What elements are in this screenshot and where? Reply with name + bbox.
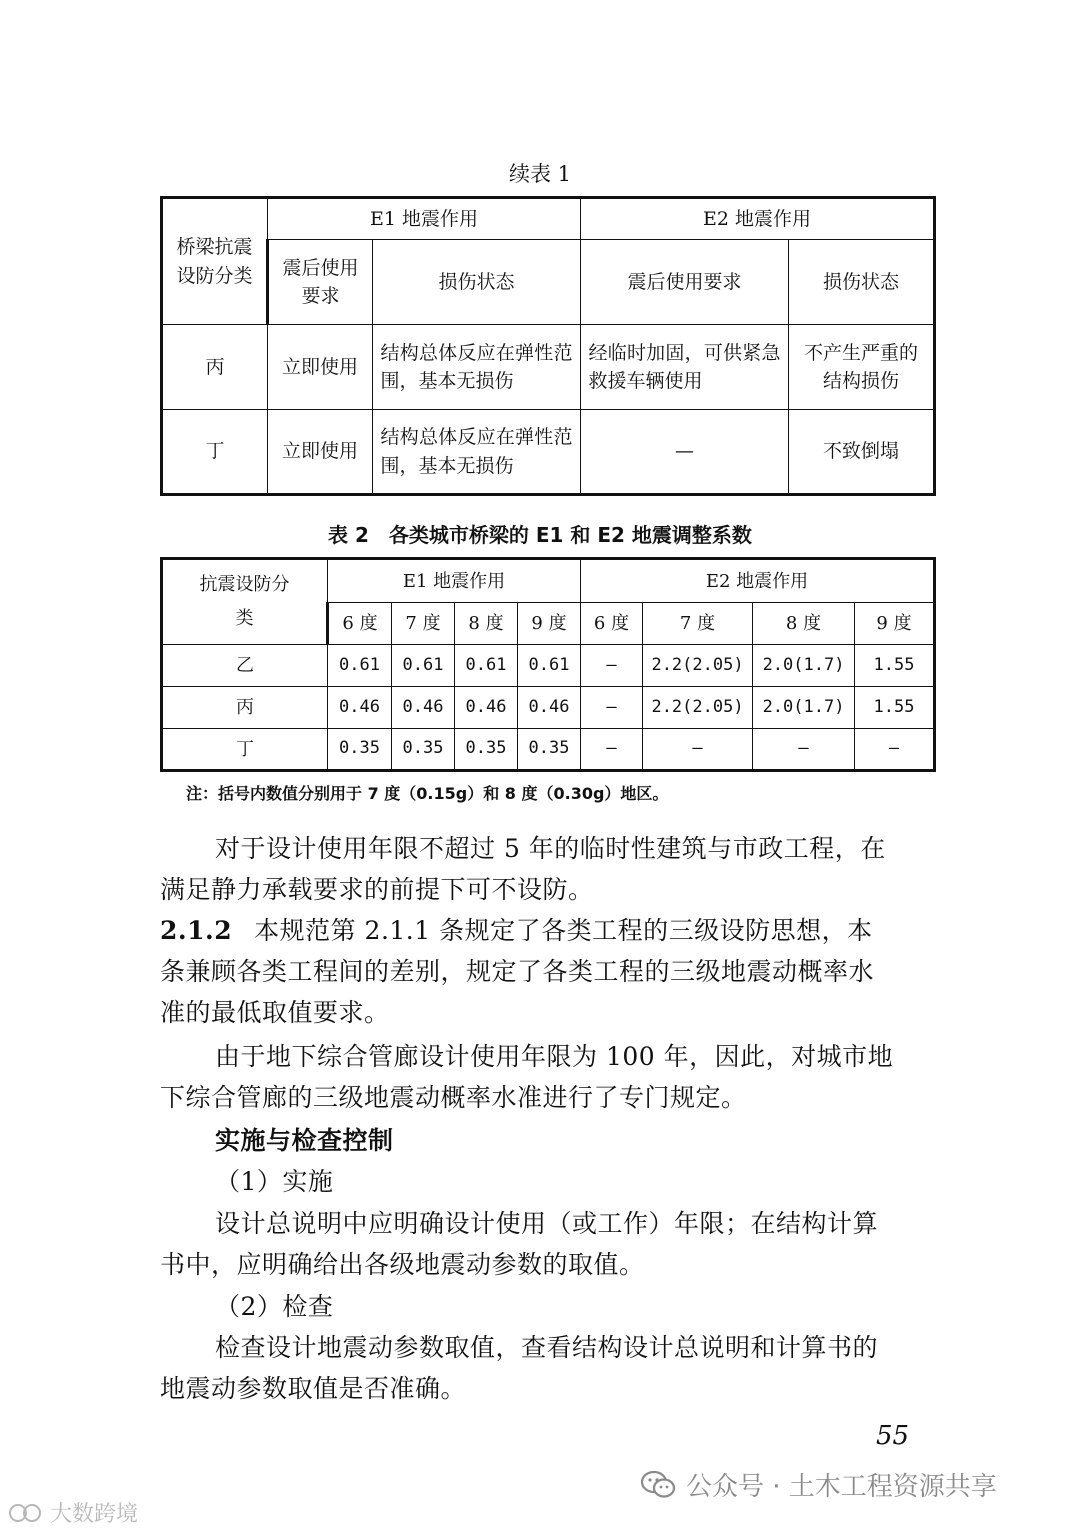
table1-cell-category: 丙 xyxy=(162,325,268,410)
body-line: 对于设计使用年限不超过 5 年的临时性建筑与市政工程，在 xyxy=(215,834,886,863)
table1-caption: 续表 1 xyxy=(508,162,572,186)
body-line: 书中，应明确给出各级地震动参数的取值。 xyxy=(160,1250,645,1279)
table1-cell-e1-damage: 结构总体反应在弹性范围，基本无损伤 xyxy=(373,325,581,410)
table2-header-degree: 6 度 xyxy=(581,603,643,645)
table-row xyxy=(162,410,935,495)
body-line: 准的最低取值要求。 xyxy=(160,998,390,1027)
table2-cell-category: 丁 xyxy=(162,729,328,771)
table2-cell-category: 乙 xyxy=(162,645,328,687)
page-number: 55 xyxy=(876,1421,910,1451)
watermark-left xyxy=(8,1497,138,1528)
table2-cell: 0.35 xyxy=(518,729,581,771)
body-line: 设计总说明中应明确设计使用（或工作）年限；在结构计算 xyxy=(215,1209,879,1238)
section-heading: 实施与检查控制 xyxy=(215,1126,394,1155)
table1-header-e1-damage: 损伤状态 xyxy=(373,240,581,325)
clause-number: 2.1.2 xyxy=(160,916,233,945)
table2-header-degree: 9 度 xyxy=(855,603,935,645)
table2-header-degree: 8 度 xyxy=(753,603,855,645)
table2-cell: 0.46 xyxy=(518,687,581,729)
table1-header-e2: E2 地震作用 xyxy=(581,198,935,240)
table2-header-degree: 9 度 xyxy=(518,603,581,645)
table2-cell: — xyxy=(581,687,643,729)
table2-cell: 0.35 xyxy=(328,729,392,771)
table2-cell: 0.35 xyxy=(392,729,455,771)
table1-header-e2-use: 震后使用要求 xyxy=(581,240,789,325)
body-line: 地震动参数取值是否准确。 xyxy=(160,1374,467,1403)
table1-cell-e1-damage: 结构总体反应在弹性范围，基本无损伤 xyxy=(373,410,581,495)
table-row xyxy=(162,645,935,687)
table2 xyxy=(160,557,936,772)
body-line: 下综合管廊的三级地震动概率水准进行了专门规定。 xyxy=(160,1083,747,1112)
table2-cell: 1.55 xyxy=(855,687,935,729)
table2-cell: 0.46 xyxy=(455,687,518,729)
table2-header-degree: 6 度 xyxy=(328,603,392,645)
table2-cell: 0.61 xyxy=(455,645,518,687)
table2-cell: 2.0(1.7) xyxy=(753,645,855,687)
body-line: 本规范第 2.1.1 条规定了各类工程的三级设防思想，本 xyxy=(254,916,873,945)
table1-header-e2-damage: 损伤状态 xyxy=(789,240,935,325)
table-row xyxy=(162,687,935,729)
table2-cell: 1.55 xyxy=(855,645,935,687)
wechat-icon xyxy=(640,1470,676,1500)
table1-cell-category: 丁 xyxy=(162,410,268,495)
table2-header-e2: E2 地震作用 xyxy=(581,559,935,603)
table2-cell: 0.46 xyxy=(392,687,455,729)
clause-line xyxy=(160,911,873,947)
table1-header-e1-use: 震后使用要求 xyxy=(268,240,373,325)
body-line: （1）实施 xyxy=(215,1167,334,1196)
table-row xyxy=(162,729,935,771)
table2-cell: 2.0(1.7) xyxy=(753,687,855,729)
table1-cell-e2-damage: 不产生严重的结构损伤 xyxy=(789,325,935,410)
table1-cell-e1-use: 立即使用 xyxy=(268,325,373,410)
table-row xyxy=(162,325,935,410)
body-line: 检查设计地震动参数取值，查看结构设计总说明和计算书的 xyxy=(215,1333,879,1362)
watermark-right xyxy=(640,1466,997,1503)
table2-cell: — xyxy=(581,729,643,771)
body-line: 满足静力承载要求的前提下可不设防。 xyxy=(160,875,594,904)
table2-note: 注：括号内数值分别用于 7 度（0.15g）和 8 度（0.30g）地区。 xyxy=(186,784,669,803)
table2-cell: — xyxy=(753,729,855,771)
table1-header-e1: E1 地震作用 xyxy=(268,198,581,240)
table2-cell: 0.35 xyxy=(455,729,518,771)
body-line: 由于地下综合管廊设计使用年限为 100 年，因此，对城市地 xyxy=(215,1042,894,1071)
table1-cell-e2-use: — xyxy=(581,410,789,495)
table2-cell: — xyxy=(855,729,935,771)
table2-header-degree: 7 度 xyxy=(643,603,753,645)
table2-cell: 2.2(2.05) xyxy=(643,645,753,687)
table1 xyxy=(160,196,936,496)
table1-header-category: 桥梁抗震设防分类 xyxy=(162,198,268,325)
table2-cell: — xyxy=(581,645,643,687)
table1-cell-e1-use: 立即使用 xyxy=(268,410,373,495)
logo-icon xyxy=(8,1502,44,1524)
table2-cell: 0.46 xyxy=(328,687,392,729)
body-line: （2）检查 xyxy=(215,1292,334,1321)
table2-header-degree: 7 度 xyxy=(392,603,455,645)
table1-cell-e2-damage: 不致倒塌 xyxy=(789,410,935,495)
watermark-right-text: 公众号 · 土木工程资源共享 xyxy=(686,1472,997,1502)
table2-caption: 表 2 各类城市桥梁的 E1 和 E2 地震调整系数 xyxy=(328,523,752,547)
table2-header-category: 抗震设防分类 xyxy=(162,559,328,645)
table2-cell: 0.61 xyxy=(518,645,581,687)
table1-cell-e2-use: 经临时加固，可供紧急救援车辆使用 xyxy=(581,325,789,410)
table2-header-degree: 8 度 xyxy=(455,603,518,645)
table2-cell: 0.61 xyxy=(392,645,455,687)
table2-cell-category: 丙 xyxy=(162,687,328,729)
table2-cell: — xyxy=(643,729,753,771)
table2-header-e1: E1 地震作用 xyxy=(328,559,581,603)
table2-cell: 0.61 xyxy=(328,645,392,687)
table2-cell: 2.2(2.05) xyxy=(643,687,753,729)
watermark-left-text: 大数跨境 xyxy=(50,1502,139,1527)
body-line: 条兼顾各类工程间的差别，规定了各类工程的三级地震动概率水 xyxy=(160,957,875,986)
